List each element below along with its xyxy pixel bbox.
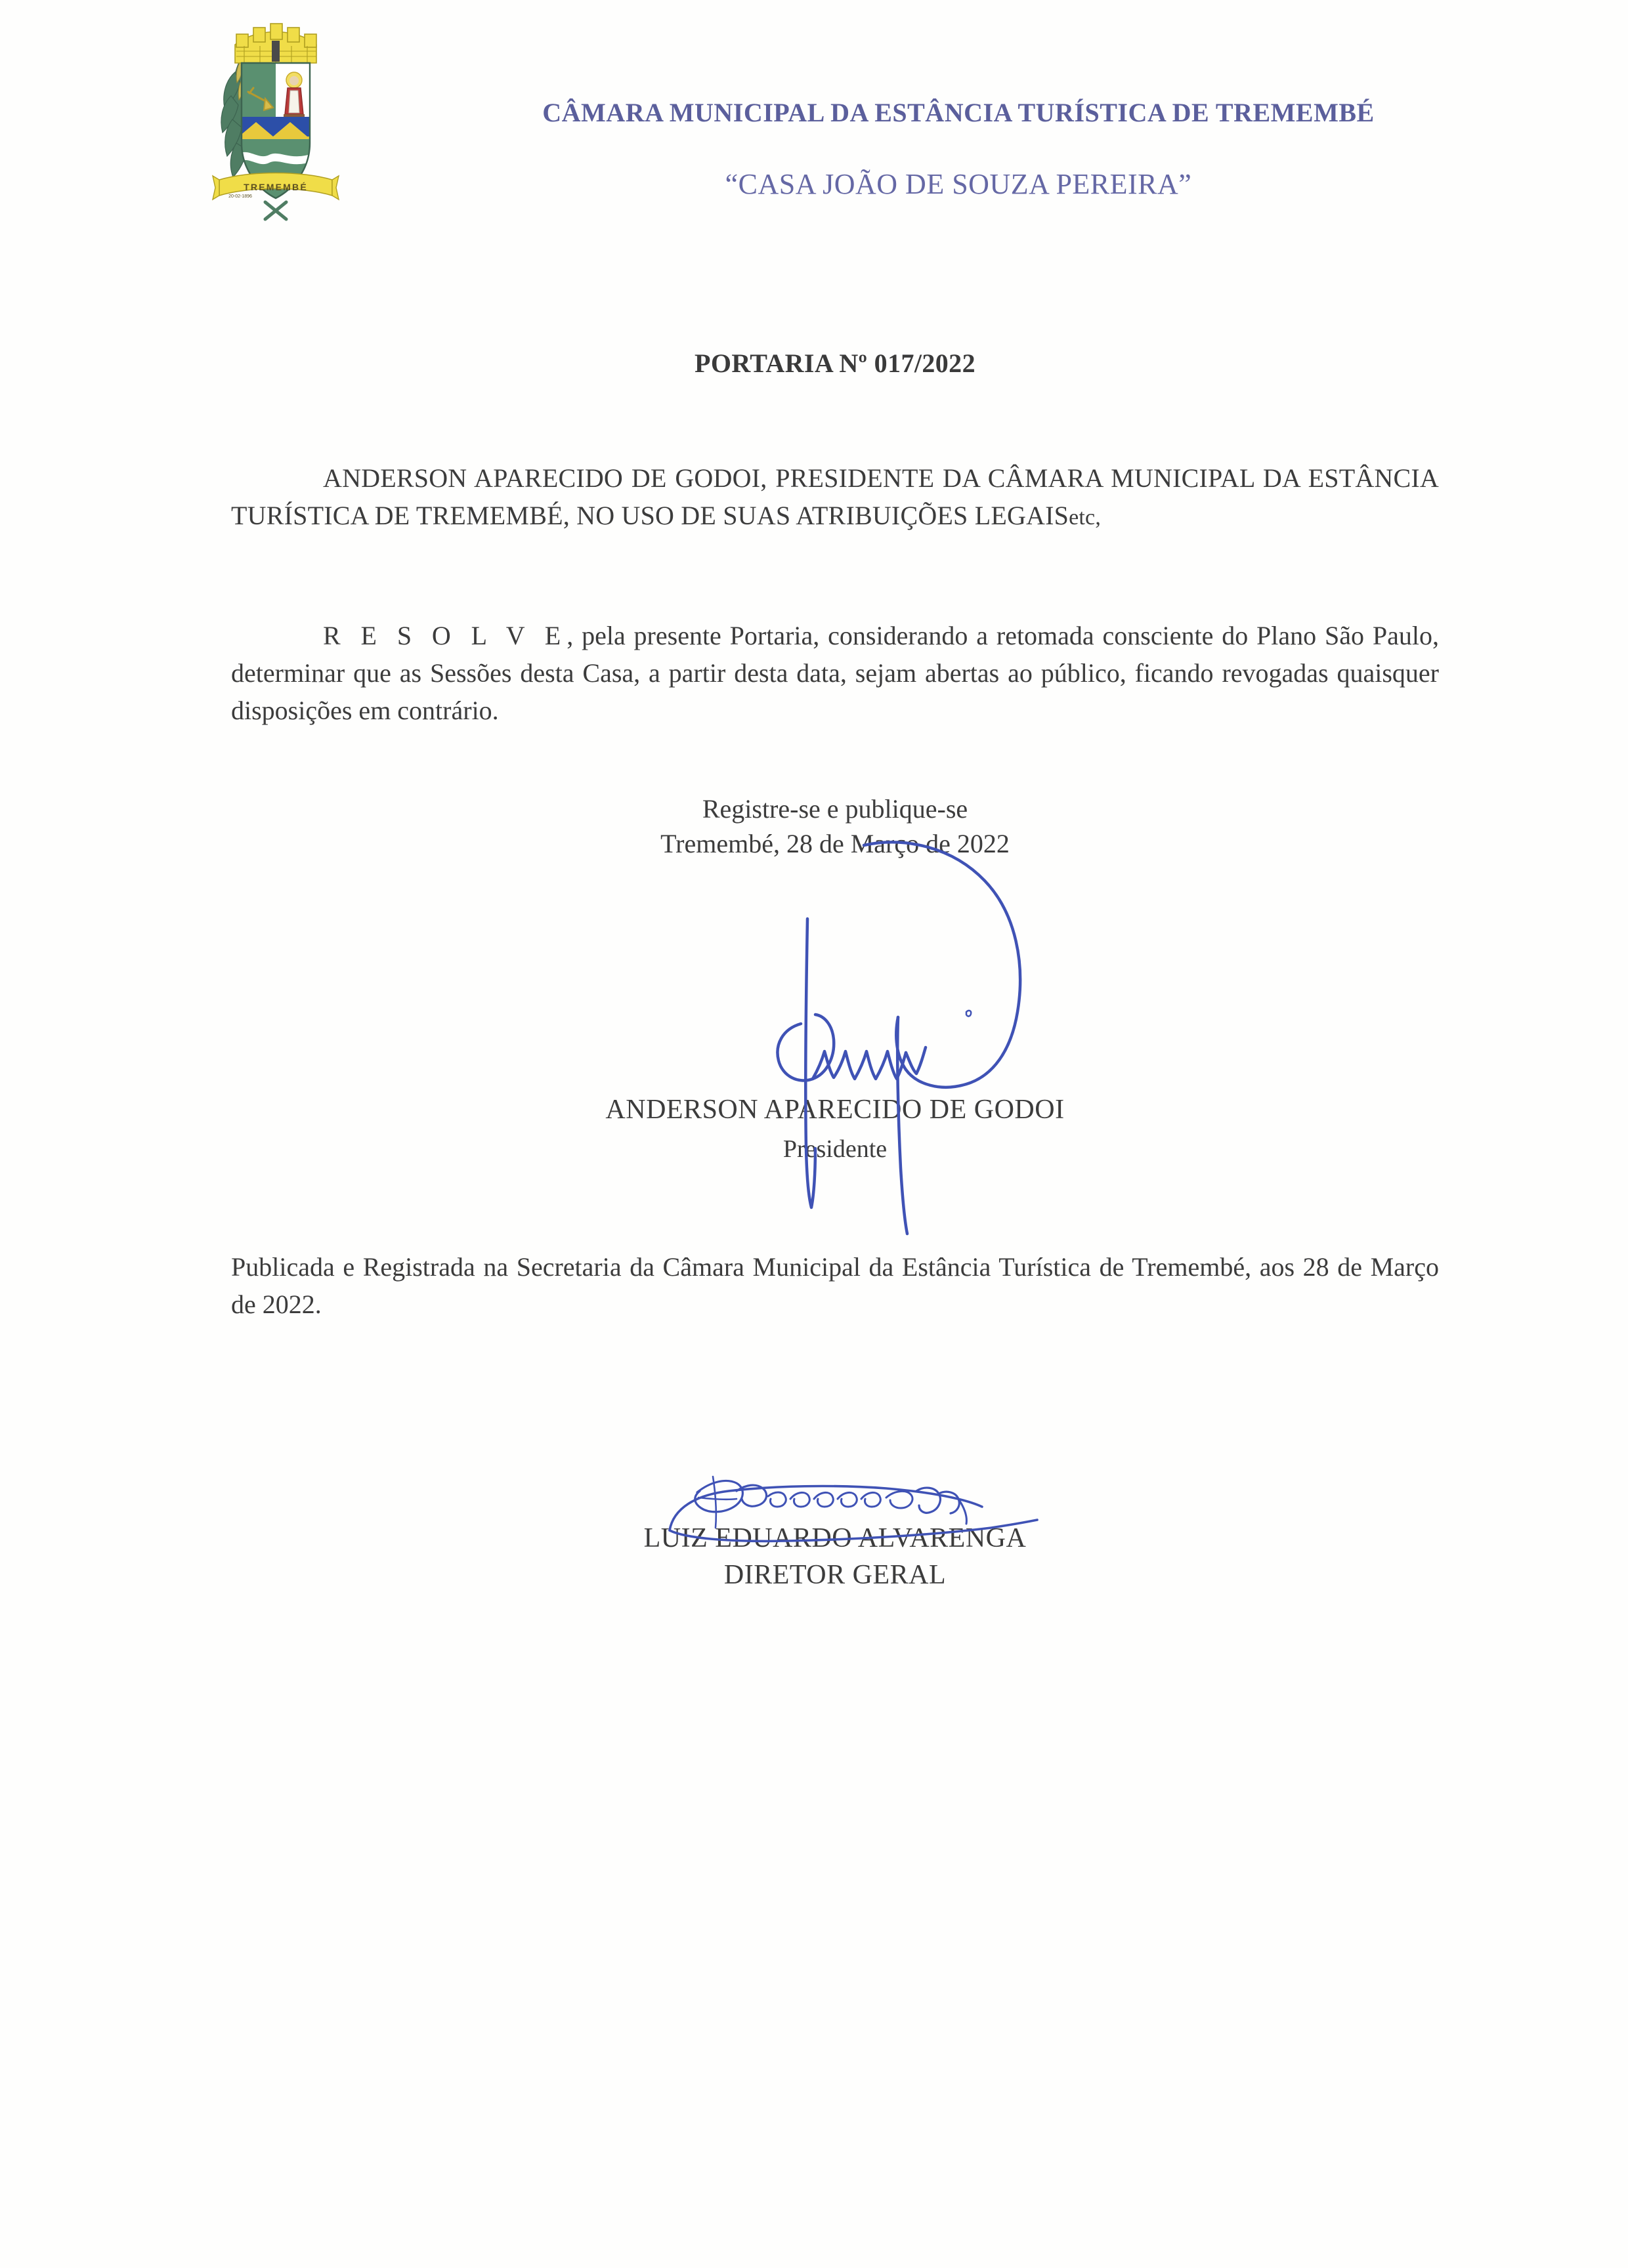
- handwritten-signature-president: [709, 840, 1077, 1247]
- considerando-tail: etc,: [1069, 505, 1102, 530]
- signatory-role-director: DIRETOR GERAL: [723, 1560, 947, 1590]
- paragraph-considerando: [231, 459, 1439, 536]
- paragraph-publicada: Publicada e Registrada na Secretaria da Câmara Municipal da Estância Turística de Tremembé, aos 28 de Março de 2022.: [231, 1252, 1439, 1319]
- page-title: PORTARIA Nº 017/2022: [695, 348, 975, 378]
- signatory-name-president: ANDERSON APARECIDO DE GODOI: [605, 1095, 1065, 1125]
- signatory-role-president: Presidente: [782, 1135, 888, 1163]
- signatory-name-director: LUIZ EDUARDO ALVARENGA: [643, 1523, 1027, 1553]
- coat-of-arms-icon: [210, 14, 341, 231]
- place-date-line: Tremembé, 28 de Março de 2022: [660, 829, 1010, 858]
- institution-subtitle: “CASA JOÃO DE SOUZA PEREIRA”: [725, 168, 1192, 200]
- resolve-text: , pela presente Portaria, considerando a retomada consciente do Plano São Paulo, determinar que as Sessões desta Casa, a partir desta data, sejam abertas ao público, ficando revogadas quaisquer disposições em contrário.: [231, 621, 1439, 725]
- considerando-text: ANDERSON APARECIDO DE GODOI, PRESIDENTE DA CÂMARA MUNICIPAL DA ESTÂNCIA TURÍSTICA DE TREMEMBÉ, NO USO DE SUAS ATRIBUIÇÕES LEGAIS: [231, 463, 1439, 530]
- institution-title: CÂMARA MUNICIPAL DA ESTÂNCIA TURÍSTICA DE TREMEMBÉ: [542, 98, 1375, 127]
- register-publish-line: Registre-se e publique-se: [702, 794, 968, 824]
- paragraph-resolve: [231, 617, 1439, 729]
- svg-text:20-02-1896: 20-02-1896: [228, 194, 252, 199]
- svg-text:TREMEMBÉ: TREMEMBÉ: [244, 182, 308, 192]
- resolve-keyword: R E S O L V E: [323, 621, 567, 650]
- letterhead: [0, 0, 1628, 249]
